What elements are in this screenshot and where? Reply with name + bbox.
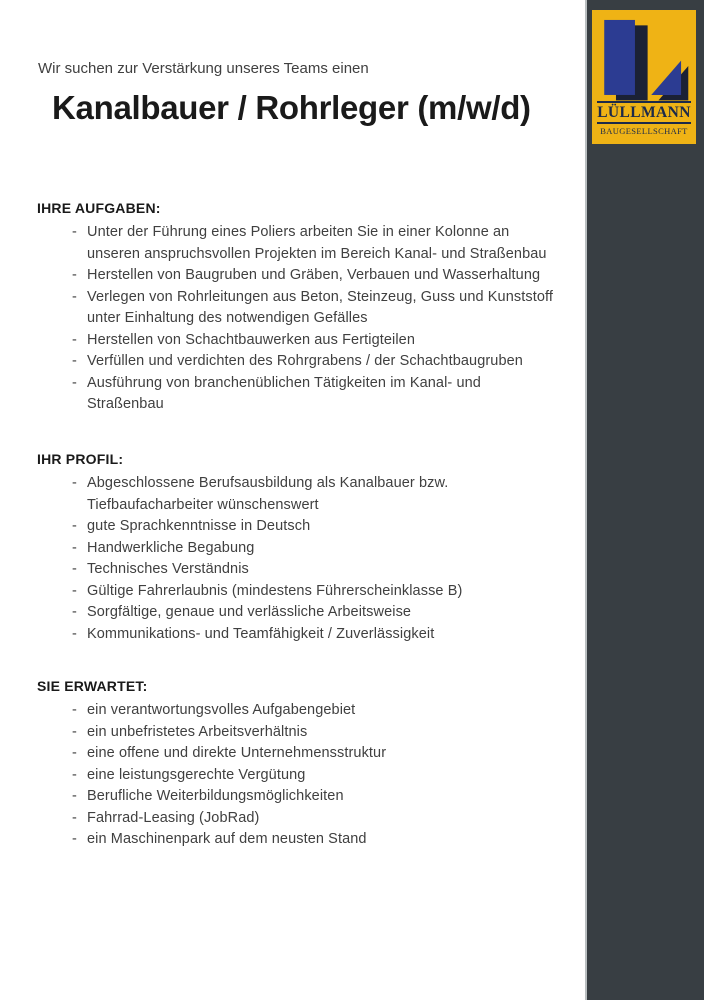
bullet-text: ein unbefristetes Arbeitsverhältnis bbox=[87, 723, 308, 740]
logo-divider-bottom bbox=[597, 122, 691, 124]
logo-divider-top bbox=[597, 101, 691, 103]
list-item bbox=[72, 351, 561, 373]
company-logo bbox=[592, 10, 696, 144]
bullet-dash: - bbox=[72, 561, 77, 577]
list-item bbox=[72, 722, 561, 744]
bullet-dash: - bbox=[72, 475, 77, 491]
bullet-text: eine leistungsgerechte Vergütung bbox=[87, 766, 306, 783]
list-item bbox=[72, 581, 561, 603]
section bbox=[37, 451, 561, 645]
list-item bbox=[72, 538, 561, 560]
bullet-dash: - bbox=[72, 267, 77, 283]
section-heading: IHRE AUFGABEN: bbox=[37, 200, 161, 216]
list-item bbox=[72, 743, 561, 765]
bullet-text: Verlegen von Rohrleitungen aus Beton, Steinzeug, Guss und Kunststoff unter Einhaltung des notwendigen Gefälles bbox=[87, 288, 554, 326]
bullet-list bbox=[72, 222, 561, 416]
list-item bbox=[72, 624, 561, 646]
list-item bbox=[72, 808, 561, 830]
bullet-text: ein verantwortungsvolles Aufgabengebiet bbox=[87, 702, 356, 718]
bullet-dash: - bbox=[72, 788, 77, 804]
list-item bbox=[72, 473, 561, 516]
list-item bbox=[72, 373, 561, 416]
bullet-dash: - bbox=[72, 809, 77, 826]
bullet-dash: - bbox=[72, 766, 77, 783]
intro-line: Wir suchen zur Verstärkung unseres Teams einen bbox=[38, 60, 369, 77]
bullet-text: Fahrrad-Leasing (JobRad) bbox=[87, 809, 260, 826]
section bbox=[37, 200, 561, 416]
bullet-dash: - bbox=[72, 582, 77, 599]
list-item bbox=[72, 602, 561, 624]
bullet-text: Verfüllen und verdichten des Rohrgrabens / der Schachtbaugruben bbox=[87, 353, 523, 369]
list-item bbox=[72, 330, 561, 352]
logo-mark-icon bbox=[597, 13, 691, 101]
list-item bbox=[72, 516, 561, 538]
section bbox=[37, 678, 561, 851]
list-item bbox=[72, 786, 561, 808]
bullet-dash: - bbox=[72, 702, 77, 718]
list-item bbox=[72, 700, 561, 722]
bullet-dash: - bbox=[72, 331, 77, 348]
bullet-dash: - bbox=[72, 604, 77, 620]
bullet-text: Ausführung von branchenüblichen Tätigkeiten im Kanal- und Straßenbau bbox=[87, 374, 481, 412]
bullet-text: gute Sprachkenntnisse in Deutsch bbox=[87, 518, 311, 534]
bullet-text: Gültige Fahrerlaubnis (mindestens Führerscheinklasse B) bbox=[87, 582, 463, 599]
bullet-text: Handwerkliche Begabung bbox=[87, 539, 255, 556]
bullet-text: Herstellen von Schachtbauwerken aus Fertigteilen bbox=[87, 331, 416, 348]
bullet-text: Herstellen von Baugruben und Gräben, Verbauen und Wasserhaltung bbox=[87, 267, 541, 283]
bullet-dash: - bbox=[72, 353, 77, 369]
bullet-dash: - bbox=[72, 224, 77, 240]
bullet-dash: - bbox=[72, 518, 77, 534]
list-item bbox=[72, 222, 561, 265]
bullet-text: Kommunikations- und Teamfähigkeit / Zuverlässigkeit bbox=[87, 625, 435, 642]
bullet-dash: - bbox=[72, 831, 77, 847]
bullet-dash: - bbox=[72, 539, 77, 556]
section-heading: SIE ERWARTET: bbox=[37, 678, 148, 694]
bullet-text: Berufliche Weiterbildungsmöglichkeiten bbox=[87, 788, 344, 804]
bullet-text: Technisches Verständnis bbox=[87, 561, 249, 577]
list-item bbox=[72, 287, 561, 330]
bullet-dash: - bbox=[72, 374, 77, 391]
bullet-dash: - bbox=[72, 723, 77, 740]
bullet-dash: - bbox=[72, 625, 77, 642]
bullet-text: Sorgfältige, genaue und verlässliche Arbeitsweise bbox=[87, 604, 412, 620]
bullet-list bbox=[72, 473, 561, 645]
list-item bbox=[72, 829, 561, 851]
logo-subtitle: BAUGESELLSCHAFT bbox=[600, 126, 688, 137]
section-heading: IHR PROFIL: bbox=[37, 451, 124, 467]
bullet-text: Unter der Führung eines Poliers arbeiten Sie in einer Kolonne an unseren anspruchsvollen Projekten im Bereich Kanal- und Straßenbau bbox=[87, 224, 547, 262]
list-item bbox=[72, 265, 561, 287]
list-item bbox=[72, 765, 561, 787]
bullet-text: Abgeschlossene Berufsausbildung als Kanalbauer bzw. Tiefbaufacharbeiter wünschenswert bbox=[87, 475, 449, 513]
list-item bbox=[72, 559, 561, 581]
logo-company-name: LÜLLMANN bbox=[597, 104, 691, 121]
bullet-dash: - bbox=[72, 288, 77, 305]
bullet-list bbox=[72, 700, 561, 851]
job-title: Kanalbauer / Rohrleger (m/w/d) bbox=[52, 89, 531, 126]
bullet-text: eine offene und direkte Unternehmensstruktur bbox=[87, 745, 387, 761]
sidebar-panel bbox=[585, 0, 704, 1000]
bullet-dash: - bbox=[72, 745, 77, 761]
bullet-text: ein Maschinenpark auf dem neusten Stand bbox=[87, 831, 367, 847]
